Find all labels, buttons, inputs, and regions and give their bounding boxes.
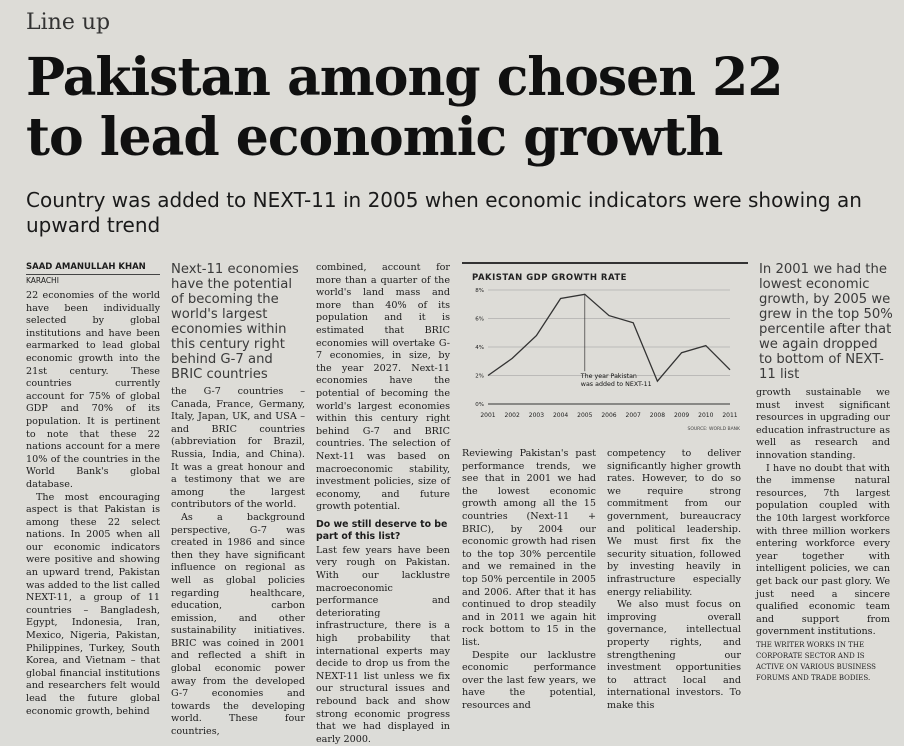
y-tick-label: 4% bbox=[475, 345, 484, 351]
paragraph: Reviewing Pakistan's past performance trends, we see that in 2001 we had the lowest economic growth among all the 15 countries (Next-11 + BRIC), by 2004 our economic growth had risen to the top 30% percentile and we remained in the top 50% percentile in 2005 and 2006. After that it has continued to drop steadily and in 2011 we again hit rock bottom to 15 in the list. bbox=[462, 448, 596, 648]
x-tick-label: 2010 bbox=[698, 412, 714, 419]
question-subhead: Do we still deserve to be part of this list? bbox=[316, 518, 448, 542]
paragraph: 22 economies of the world have been individually selected by global institutions and have been earmarked to lead global economic growth into the 21st century. These countries currently account for 75% of global GDP and 70% of its population. It is pertinent to note that these 22 nations account for a mere 10% of the countries in the World Bank's global database. bbox=[26, 290, 160, 490]
headline bbox=[26, 48, 896, 168]
paragraph: We also must focus on improving overall governance, intellectual property rights, and strengthening our investment opportunities to attract local and international investors. To make this bbox=[607, 599, 741, 711]
x-tick-label: 2009 bbox=[673, 412, 690, 419]
column-2 bbox=[171, 386, 305, 739]
column-1 bbox=[26, 262, 160, 718]
x-tick-label: 2011 bbox=[722, 412, 738, 419]
x-axis bbox=[480, 412, 737, 419]
section-kicker: Line up bbox=[26, 10, 111, 35]
pull-quote-2: In 2001 we had the lowest economic growth, by 2005 we grew in the top 50% percentile after that we again dropped to bottom of NEXT-11 list bbox=[759, 262, 893, 382]
column-3 bbox=[316, 262, 450, 746]
paragraph: I have no doubt that with the immense natural resources, 7th largest population coupled with the 10th largest workforce with three million workers entering workforce every year together with intelligent policies, we can get back our past glory. We just need a sincere qualified economic team and support from government institutions. bbox=[756, 462, 890, 638]
y-axis bbox=[475, 288, 484, 408]
paragraph: competency to deliver significantly higher growth rates. However, to do so we require strong commitment from our government, bureaucracy and political leadership. We must first fix the security situation, followed by investing heavily in infrastructure especially energy reliability. bbox=[607, 448, 741, 598]
author-note: THE WRITER WORKS IN THE CORPORATE SECTOR AND IS ACTIVE ON VARIOUS BUSINESS FORUMS AND TRADE BODIES. bbox=[756, 640, 876, 682]
x-tick-label: 2005 bbox=[577, 412, 593, 419]
chart-title: PAKISTAN GDP GROWTH RATE bbox=[472, 273, 627, 283]
gdp-growth-chart bbox=[462, 262, 748, 436]
byline: SAAD AMANULLAH KHAN bbox=[26, 262, 160, 275]
x-tick-label: 2004 bbox=[552, 412, 569, 419]
paragraph: Last few years have been very rough on Pakistan. With our lacklustre macroeconomic performance and deteriorating infrastructure, there is a high probability that international experts may decide to drop us from the NEXT-11 list unless we fix our structural issues and rebound back and show strong economic progress that we had displayed in early 2000. bbox=[316, 544, 450, 745]
headline-line-2: to lead economic growth bbox=[26, 107, 723, 168]
paragraph: Despite our lacklustre economic performance over the last few years, we have the potential, resources and bbox=[462, 649, 596, 711]
paragraph: the G-7 countries – Canada, France, Germany, Italy, Japan, UK, and USA – and BRIC countries (abbreviation for Brazil, Russia, India, and China). It was a great honour and a testimony that we are among the largest contributors of the world. bbox=[171, 386, 305, 511]
headline-line-1: Pakistan among chosen 22 bbox=[26, 47, 783, 108]
paragraph: The most encouraging aspect is that Pakistan is among these 22 select nations. In 2005 when all our economic indicators were positive and showing an upward trend, Pakistan was added to the list called NEXT-11, a group of 11 countries – Bangladesh, Egypt, Indonesia, Iran, Mexico, Nigeria, Pakistan, Philippines, Turkey, South Korea, and Vietnam – that global financial institutions and researchers felt would lead the future global economic growth, behind bbox=[26, 491, 160, 717]
paragraph: As a background perspective, G-7 was created in 1986 and since then they have significant influence on regional as well as global policies regarding healthcare, education, carbon emission, and other sustainability initiatives. BRIC was coined in 2001 and reflected a shift in global economic power away from the developed G-7 economies and towards the developing world. These four countries, bbox=[171, 511, 305, 738]
dateline: KARACHI bbox=[26, 276, 59, 285]
paragraph: growth sustainable we must invest significant resources in upgrading our education infrastructure as well as research and innovation standing. bbox=[756, 387, 890, 461]
x-tick-label: 2003 bbox=[528, 412, 545, 419]
column-4 bbox=[462, 448, 596, 712]
pull-quote-1: Next-11 economies have the potential of becoming the world's largest economies within this century right behind G-7 and BRIC countries bbox=[171, 262, 299, 382]
y-tick-label: 2% bbox=[475, 373, 484, 380]
column-5 bbox=[607, 448, 741, 712]
x-tick-label: 2007 bbox=[625, 412, 641, 419]
subheadline: Country was added to NEXT-11 in 2005 when economic indicators were showing an upward trend bbox=[26, 188, 862, 237]
chart-canvas bbox=[462, 264, 748, 434]
x-tick-label: 2002 bbox=[504, 412, 520, 419]
annotation-text: The year Pakistan was added to NEXT-11 bbox=[580, 373, 652, 389]
chart-source: SOURCE: WORLD BANK bbox=[687, 427, 740, 432]
column-6 bbox=[756, 387, 890, 684]
x-tick-label: 2001 bbox=[480, 412, 496, 419]
y-tick-label: 8% bbox=[475, 288, 484, 294]
x-tick-label: 2008 bbox=[649, 412, 666, 419]
y-tick-label: 0% bbox=[475, 402, 484, 408]
x-tick-label: 2006 bbox=[601, 412, 617, 419]
gdp-series-line bbox=[488, 294, 730, 381]
y-tick-label: 6% bbox=[475, 316, 484, 323]
paragraph: combined, account for more than a quarter of the world's land mass and more than 40% of its population and it is estimated that BRIC economies will overtake G-7 economies, in size, by the year 2027. Next-11 economies have the potential of becoming the world's largest economies within this century right behind G-7 and BRIC countries. The selection of Next-11 was based on macroeconomic stability, investment policies, size of economy, and future growth potential. bbox=[316, 262, 450, 513]
